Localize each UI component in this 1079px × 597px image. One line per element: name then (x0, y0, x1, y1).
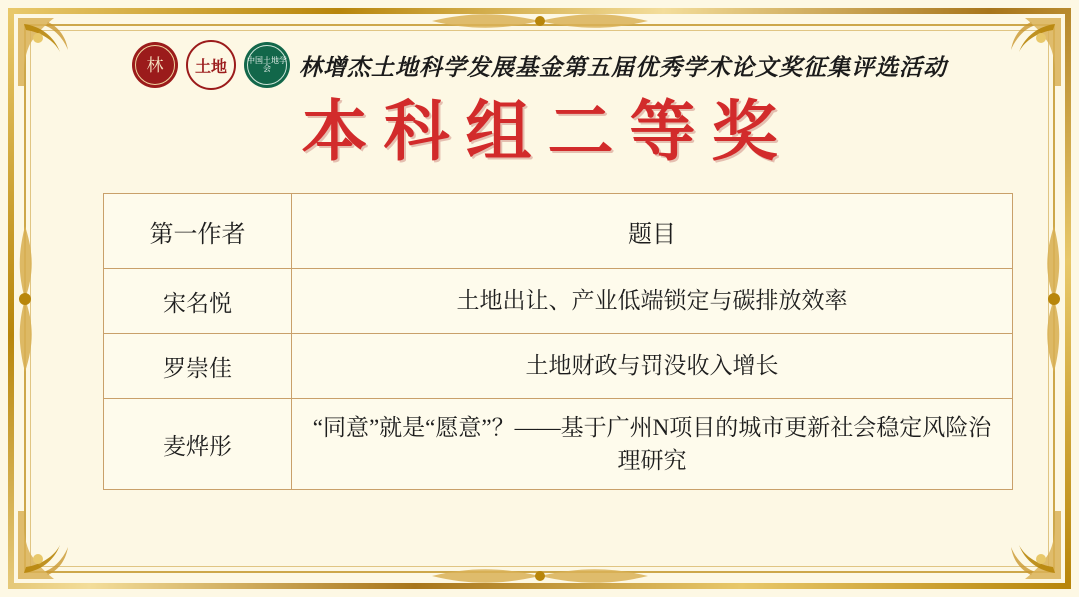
cell-author: 宋名悦 (104, 269, 292, 334)
cell-title: 土地出让、产业低端锁定与碳排放效率 (292, 269, 1013, 334)
logo-glyph: 中国土地学会 (247, 55, 287, 73)
award-table (103, 193, 1013, 490)
column-header-title: 题目 (292, 194, 1013, 269)
organization-title: 林增杰土地科学发展基金第五届优秀学术论文奖征集评选活动 (299, 54, 947, 80)
cell-title: 土地财政与罚没收入增长 (292, 334, 1013, 399)
column-header-author: 第一作者 (104, 194, 292, 269)
table-header-row (104, 194, 1013, 269)
cell-author: 麦烨彤 (104, 399, 292, 490)
logo-glyph: 林 (146, 55, 164, 75)
award-title: 本科组二等奖 (301, 96, 794, 169)
award-table-wrapper (103, 193, 1013, 490)
table-row (104, 269, 1013, 334)
table-row (104, 334, 1013, 399)
logo-glyph: 土地 (194, 58, 227, 76)
cell-author: 罗崇佳 (104, 334, 292, 399)
table-row (104, 399, 1013, 490)
cell-title: “同意”就是“愿意”？——基于广州N项目的城市更新社会稳定风险治理研究 (292, 399, 1013, 490)
